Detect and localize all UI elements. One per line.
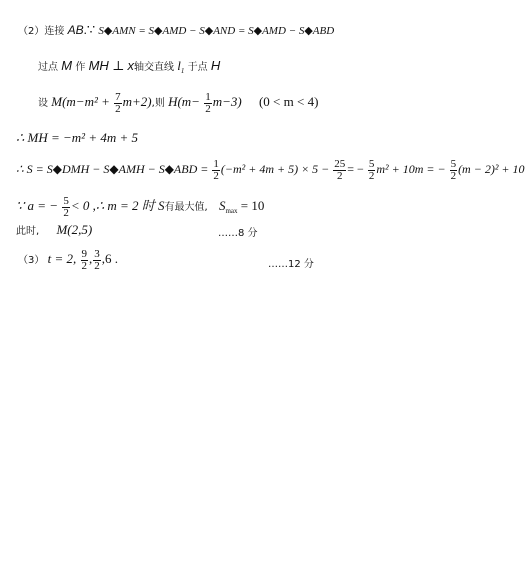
max-condition: < 0 ,∴ m = 2 时 (70, 198, 155, 213)
text-zhoujiao: 轴交直线 (134, 62, 175, 73)
frac-denominator: 2 (213, 169, 219, 182)
frac-denominator: 2 (115, 102, 121, 115)
text-guodian: 过点 (38, 62, 58, 73)
h-coordinate-start: H(m− (168, 94, 200, 109)
h-coordinate-end: m−3) (212, 94, 242, 109)
frac-numerator: 7 (115, 90, 121, 103)
m-range: (0 < m < 4) (258, 94, 319, 109)
frac-numerator: 25 (334, 157, 346, 170)
point-m-result: M(2,5) (56, 222, 93, 237)
part3-line: （3） t = 2, $\frac{9}{2}$ , $\frac{3}{2}$ ,6 . (18, 247, 119, 272)
frac-denominator: 2 (368, 169, 375, 182)
frac-denominator: 2 (63, 206, 69, 219)
frac-denominator: 2 (450, 169, 457, 182)
because-symbol: ∵ (86, 22, 96, 37)
fraction-7-2 (114, 92, 122, 115)
part2-header-line: （2）连接 AB.∵ S◆AMN = S◆AMD − S◆AND = S◆AMD − S◆ABD (18, 22, 335, 37)
mh-equation: ∴ MH = −m² + 4m + 5 (16, 130, 139, 145)
part3-label: （3） (18, 255, 45, 266)
fraction-5-2-b (450, 159, 458, 182)
line-l: l (177, 58, 181, 73)
area-mid-1: (−m² + 4m + 5) × 5 − (220, 162, 330, 176)
fraction-5-2-c (62, 196, 70, 219)
text-zuo: 作 (75, 62, 86, 73)
text-ci-shi: 此时, (16, 226, 40, 237)
s-max-subscript: max (225, 207, 238, 215)
frac-denominator: 2 (337, 169, 343, 182)
s-max-value: = 10 (240, 198, 265, 213)
ab-segment: AB (67, 23, 84, 37)
x-axis-letter: x (127, 58, 135, 73)
point-h: H (210, 58, 221, 73)
s-variable: S (158, 198, 165, 213)
text-she: 设 (38, 98, 48, 109)
perpendicular-line (38, 58, 220, 79)
set-points-line (38, 88, 318, 118)
coefficient-a: ∵ a = − (16, 198, 59, 213)
fraction-9-2 (81, 249, 89, 272)
t-values-end: ,6 . (101, 251, 119, 266)
max-value-line (16, 192, 264, 225)
frac-numerator: 1 (205, 90, 211, 103)
frac-numerator: 1 (213, 157, 219, 170)
frac-denominator: 2 (81, 259, 88, 272)
perp-symbol: ⊥ (112, 58, 125, 73)
area-tail: (m − 2)² + 10 (458, 162, 525, 176)
frac-numerator: 9 (81, 247, 88, 260)
frac-numerator: 5 (450, 157, 457, 170)
score-12: ……12 分 (268, 259, 314, 270)
t-values-start: t = 2, (47, 251, 77, 266)
frac-numerator: 5 (368, 157, 375, 170)
frac-numerator: 5 (63, 194, 69, 207)
area-mid-2: = − (347, 162, 364, 176)
area-equation: S◆AMN = S◆AMD − S◆AND = S◆AMD − S◆ABD (98, 25, 335, 37)
fraction-1-2 (204, 92, 212, 115)
s-max: S (218, 198, 226, 213)
frac-numerator: 3 (94, 247, 100, 260)
text-yudian: 于点 (187, 62, 208, 73)
score-8: ……8 分 (218, 228, 258, 239)
frac-denominator: 2 (94, 259, 100, 272)
area-lead: ∴ S = S◆DMH − S◆AMH − S◆ABD = (16, 162, 209, 176)
m-coordinate-start: M(m−m² + (51, 94, 110, 109)
conclusion-line (16, 222, 92, 240)
frac-denominator: 2 (205, 102, 211, 115)
area-calculation (16, 155, 525, 183)
fraction-5-2-a (368, 159, 376, 182)
area-mid-3: m² + 10m = − (376, 162, 446, 176)
line-l-subscript: 1 (180, 67, 185, 75)
text-max-value: 有最大值, (164, 202, 208, 213)
connect-text: 连接 (44, 26, 65, 37)
fraction-25-2 (333, 159, 346, 182)
m-coordinate-end: m+2) (122, 94, 152, 109)
fraction-3-2 (93, 249, 101, 272)
text-ze: ,则 (151, 98, 165, 109)
fraction-1-2 (212, 159, 220, 182)
point-m: M (61, 58, 73, 73)
segment-mh: MH (88, 58, 109, 73)
part2-label: （2） (18, 26, 45, 37)
